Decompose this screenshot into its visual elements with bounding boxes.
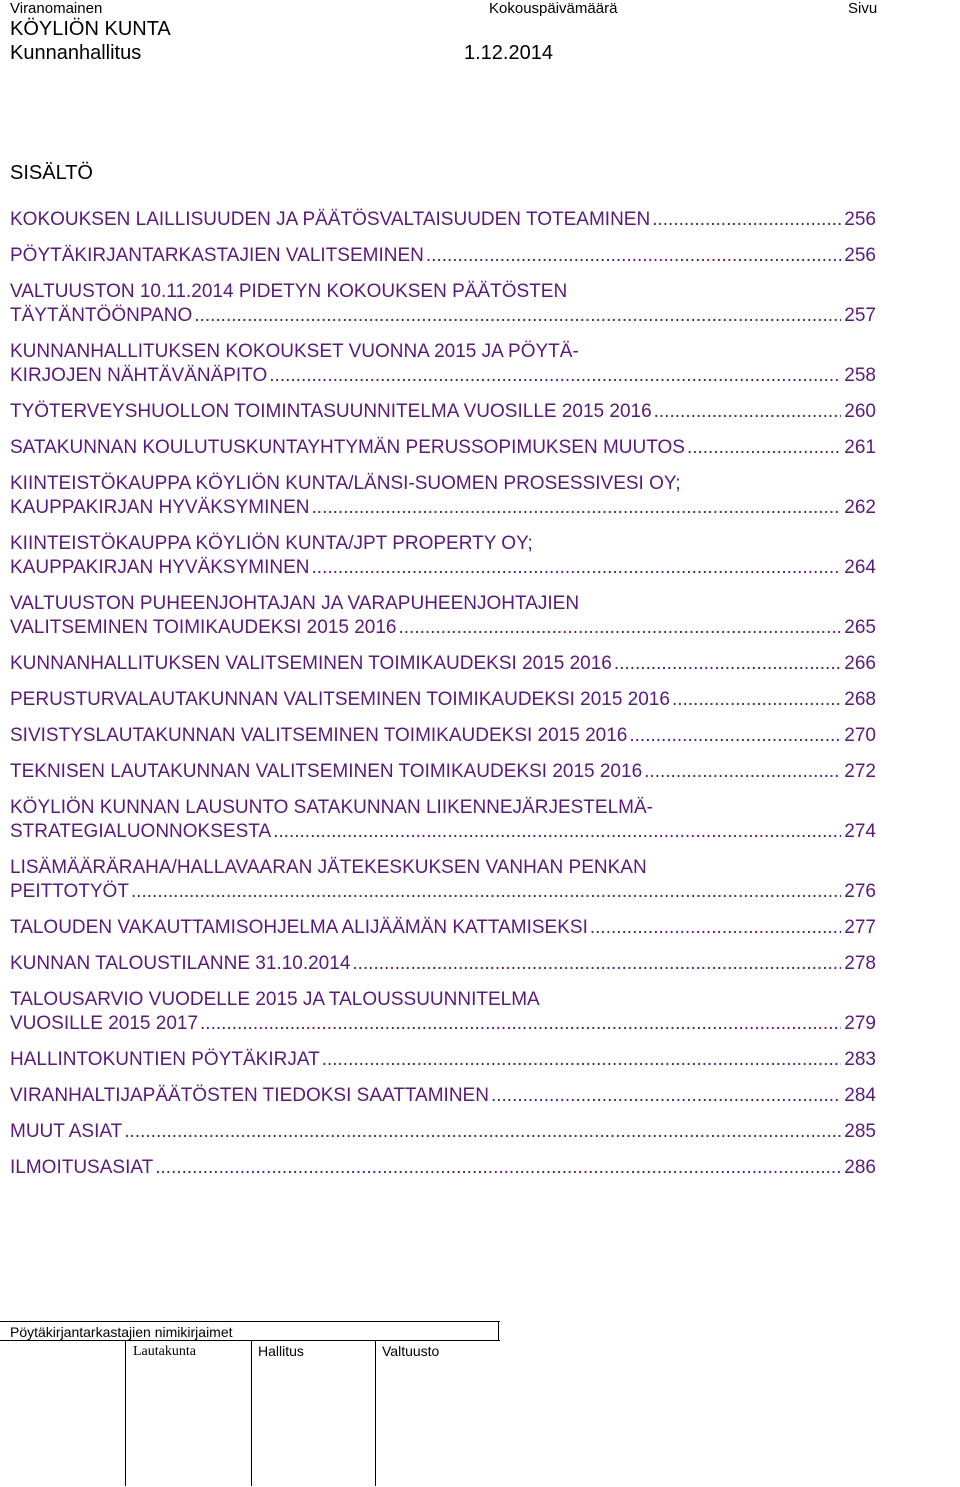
toc-dot-leader xyxy=(399,616,842,640)
toc-dot-leader xyxy=(155,1156,841,1180)
toc-entry[interactable] xyxy=(10,436,876,460)
toc-entry-title: TALOUSARVIO VUODELLE 2015 JA TALOUSSUUNNITELMA xyxy=(10,989,540,1010)
toc-entry[interactable] xyxy=(10,1120,876,1144)
toc-dot-leader xyxy=(124,1120,841,1144)
toc-page-number: 283 xyxy=(844,1049,876,1070)
meeting-date: 1.12.2014 xyxy=(464,42,553,64)
toc-page-number: 261 xyxy=(844,437,876,458)
signature-column-divider xyxy=(125,1341,126,1486)
toc-entry[interactable] xyxy=(10,760,876,784)
toc-page-number: 256 xyxy=(844,209,876,230)
table-of-contents xyxy=(10,208,876,1192)
toc-entry-title: VIRANHALTIJAPÄÄTÖSTEN TIEDOKSI SAATTAMINEN xyxy=(10,1085,489,1106)
toc-entry-title: TÄYTÄNTÖÖNPANO xyxy=(10,305,193,326)
toc-entry-title: ILMOITUSASIAT xyxy=(10,1157,154,1178)
toc-entry-title: KIRJOJEN NÄHTÄVÄNÄPITO xyxy=(10,365,268,386)
toc-entry-title: KIINTEISTÖKAUPPA KÖYLIÖN KUNTA/LÄNSI-SUOMEN PROSESSIVESI OY; xyxy=(10,473,681,494)
toc-dot-leader xyxy=(426,244,841,268)
signature-board-label: Lautakunta xyxy=(133,1344,196,1359)
toc-entry[interactable] xyxy=(10,916,876,940)
toc-entry[interactable] xyxy=(10,244,876,268)
toc-dot-leader xyxy=(131,880,841,904)
toc-entry-title: VALTUUSTON PUHEENJOHTAJAN JA VARAPUHEENJOHTAJIEN xyxy=(10,593,580,614)
toc-dot-leader xyxy=(654,400,842,424)
toc-entry-title: TALOUDEN VAKAUTTAMISOHJELMA ALIJÄÄMÄN KATTAMISEKSI xyxy=(10,917,588,938)
toc-dot-leader xyxy=(200,1012,841,1036)
toc-entry-title: MUUT ASIAT xyxy=(10,1121,123,1142)
signature-table-divider xyxy=(0,1340,500,1341)
toc-page-number: 279 xyxy=(844,1013,876,1034)
toc-entry-title: SATAKUNNAN KOULUTUSKUNTAYHTYMÄN PERUSSOPIMUKSEN MUUTOS xyxy=(10,437,685,458)
toc-page-number: 258 xyxy=(844,365,876,386)
toc-entry-title: STRATEGIALUONNOKSESTA xyxy=(10,821,272,842)
toc-entry-title: KÖYLIÖN KUNNAN LAUSUNTO SATAKUNNAN LIIKENNEJÄRJESTELMÄ- xyxy=(10,797,653,818)
toc-dot-leader xyxy=(269,364,841,388)
toc-dot-leader xyxy=(194,304,841,328)
toc-page-number: 272 xyxy=(844,761,876,782)
toc-page-number: 268 xyxy=(844,689,876,710)
toc-entry-title: KIINTEISTÖKAUPPA KÖYLIÖN KUNTA/JPT PROPERTY OY; xyxy=(10,533,533,554)
meeting-date-label: Kokouspäivämäärä xyxy=(489,0,618,17)
toc-page-number: 264 xyxy=(844,557,876,578)
toc-dot-leader xyxy=(614,652,841,676)
toc-page-number: 257 xyxy=(844,305,876,326)
toc-entry-title: PEITTOTYÖT xyxy=(10,881,129,902)
toc-entry[interactable] xyxy=(10,952,876,976)
toc-entry-title: TEKNISEN LAUTAKUNNAN VALITSEMINEN TOIMIKAUDEKSI 2015 2016 xyxy=(10,761,643,782)
toc-dot-leader xyxy=(491,1084,841,1108)
toc-dot-leader xyxy=(352,952,841,976)
municipality-name: KÖYLIÖN KUNTA xyxy=(10,18,171,40)
toc-entry-title: KOKOUKSEN LAILLISUUDEN JA PÄÄTÖSVALTAISUUDEN TOTEAMINEN xyxy=(10,209,651,230)
toc-page-number: 262 xyxy=(844,497,876,518)
toc-entry-title: TYÖTERVEYSHUOLLON TOIMINTASUUNNITELMA VUOSILLE 2015 2016 xyxy=(10,401,652,422)
toc-entry-title: KUNNANHALLITUKSEN KOKOUKSET VUONNA 2015 JA PÖYTÄ- xyxy=(10,341,579,362)
toc-entry[interactable] xyxy=(10,688,876,712)
toc-dot-leader xyxy=(590,916,841,940)
toc-entry[interactable] xyxy=(10,532,876,580)
toc-entry[interactable] xyxy=(10,592,876,640)
toc-entry[interactable] xyxy=(10,796,876,844)
toc-dot-leader xyxy=(652,208,841,232)
toc-page-number: 256 xyxy=(844,245,876,266)
toc-page-number: 284 xyxy=(844,1085,876,1106)
toc-entry[interactable] xyxy=(10,652,876,676)
contents-title: SISÄLTÖ xyxy=(10,162,93,184)
toc-page-number: 278 xyxy=(844,953,876,974)
toc-dot-leader xyxy=(644,760,841,784)
toc-entry[interactable] xyxy=(10,1156,876,1180)
meeting-body: Kunnanhallitus xyxy=(10,42,142,64)
page-label: Sivu xyxy=(848,0,878,17)
toc-entry-title: LISÄMÄÄRÄRAHA/HALLAVAARAN JÄTEKESKUKSEN VANHAN PENKAN xyxy=(10,857,647,878)
toc-entry[interactable] xyxy=(10,856,876,904)
signature-table-border xyxy=(498,1321,499,1341)
toc-dot-leader xyxy=(273,820,841,844)
toc-entry[interactable] xyxy=(10,400,876,424)
signature-column-divider xyxy=(375,1341,376,1486)
toc-page-number: 270 xyxy=(844,725,876,746)
toc-entry-title: KUNNANHALLITUKSEN VALITSEMINEN TOIMIKAUDEKSI 2015 2016 xyxy=(10,653,612,674)
toc-page-number: 286 xyxy=(844,1157,876,1178)
toc-entry-title: PERUSTURVALAUTAKUNNAN VALITSEMINEN TOIMIKAUDEKSI 2015 2016 xyxy=(10,689,670,710)
toc-page-number: 277 xyxy=(844,917,876,938)
toc-page-number: 276 xyxy=(844,881,876,902)
signature-column-divider xyxy=(251,1341,252,1486)
toc-entry[interactable] xyxy=(10,988,876,1036)
toc-page-number: 285 xyxy=(844,1121,876,1142)
toc-entry-title: KUNNAN TALOUSTILANNE 31.10.2014 xyxy=(10,953,351,974)
signature-caption: Pöytäkirjantarkastajien nimikirjaimet xyxy=(10,1324,233,1340)
toc-entry-title: KAUPPAKIRJAN HYVÄKSYMINEN xyxy=(10,557,310,578)
toc-dot-leader xyxy=(322,1048,842,1072)
toc-entry-title: VALITSEMINEN TOIMIKAUDEKSI 2015 2016 xyxy=(10,617,397,638)
toc-entry-title: SIVISTYSLAUTAKUNNAN VALITSEMINEN TOIMIKAUDEKSI 2015 2016 xyxy=(10,725,628,746)
toc-dot-leader xyxy=(312,496,842,520)
toc-entry[interactable] xyxy=(10,472,876,520)
toc-entry[interactable] xyxy=(10,340,876,388)
toc-entry-title: VALTUUSTON 10.11.2014 PIDETYN KOKOUKSEN PÄÄTÖSTEN xyxy=(10,281,568,302)
signature-council-label: Valtuusto xyxy=(382,1343,440,1359)
toc-entry-title: HALLINTOKUNTIEN PÖYTÄKIRJAT xyxy=(10,1049,320,1070)
toc-entry-title: PÖYTÄKIRJANTARKASTAJIEN VALITSEMINEN xyxy=(10,245,424,266)
toc-dot-leader xyxy=(687,436,841,460)
toc-entry[interactable] xyxy=(10,1048,876,1072)
toc-entry[interactable] xyxy=(10,724,876,748)
toc-dot-leader xyxy=(312,556,842,580)
toc-page-number: 265 xyxy=(844,617,876,638)
signature-executive-label: Hallitus xyxy=(258,1343,304,1359)
toc-dot-leader xyxy=(629,724,841,748)
toc-entry[interactable] xyxy=(10,1084,876,1108)
toc-entry-title: VUOSILLE 2015 2017 xyxy=(10,1013,199,1034)
toc-page-number: 266 xyxy=(844,653,876,674)
toc-entry[interactable] xyxy=(10,208,876,232)
toc-dot-leader xyxy=(672,688,841,712)
toc-page-number: 274 xyxy=(844,821,876,842)
toc-entry-title: KAUPPAKIRJAN HYVÄKSYMINEN xyxy=(10,497,310,518)
toc-page-number: 260 xyxy=(844,401,876,422)
toc-entry[interactable] xyxy=(10,280,876,328)
authority-label: Viranomainen xyxy=(10,0,103,17)
